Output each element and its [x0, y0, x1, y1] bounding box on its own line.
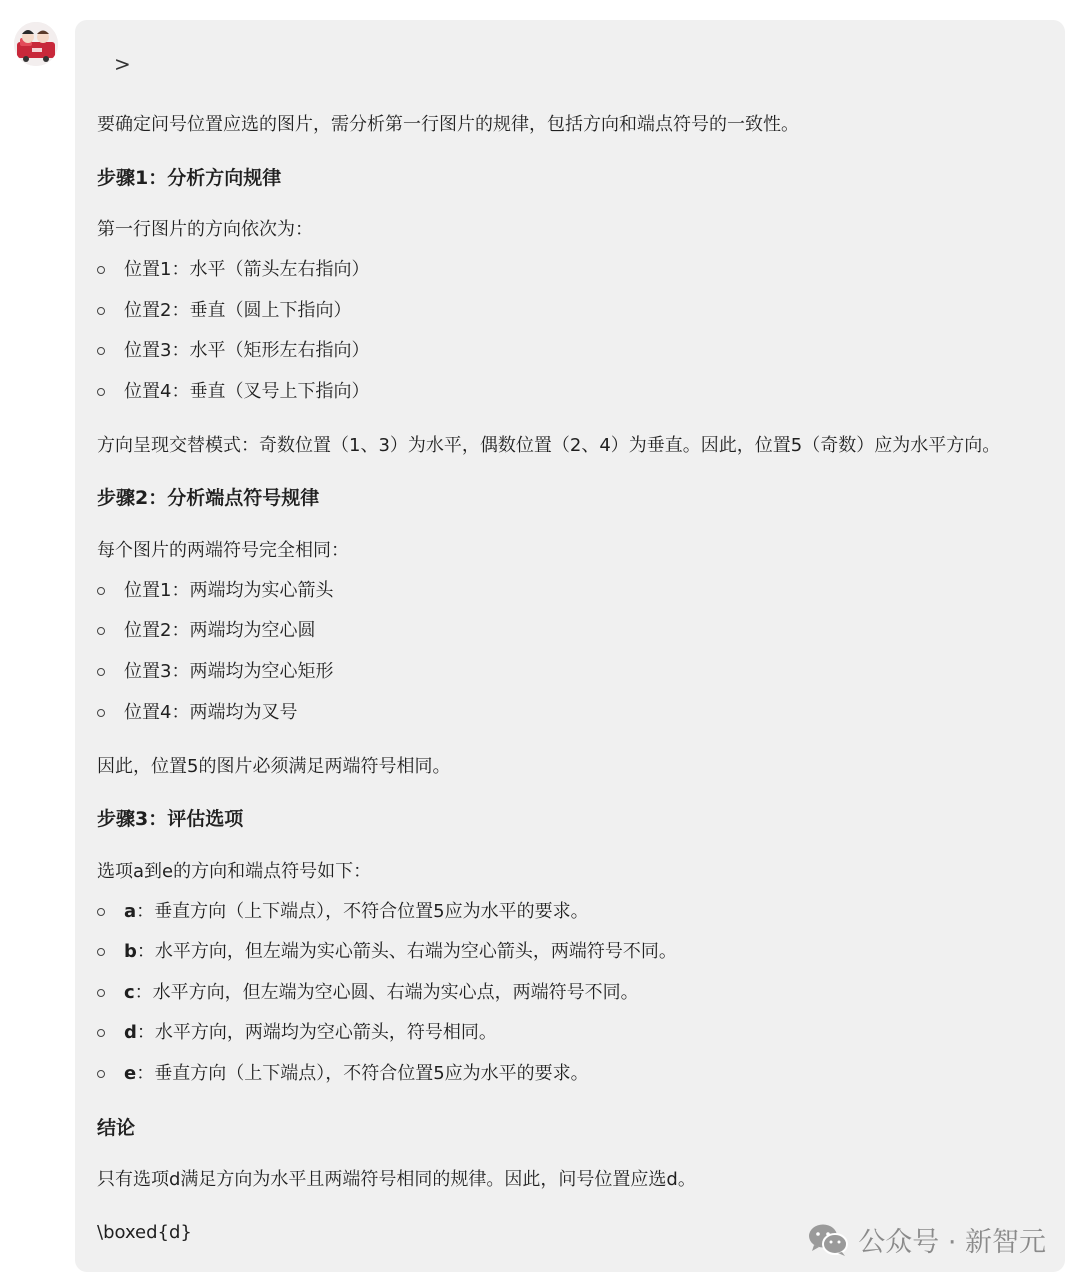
bullet-icon [97, 908, 105, 916]
final-answer: \boxed{d} [97, 1221, 192, 1243]
bullet-icon [97, 948, 105, 956]
list-item: 位置3：两端均为空心矩形 [97, 657, 1052, 687]
option-text: ：水平方向，但左端为空心圆、右端为实心点，两端符号不同。 [134, 981, 639, 1003]
step1-list [97, 255, 1052, 407]
step3-options-list [97, 897, 1052, 1089]
conclusion-text: 只有选项d满足方向为水平且两端符号相同的规律。因此，问号位置应选d。 [97, 1169, 696, 1191]
intro-text: 要确定问号位置应选的图片，需分析第一行图片的规律，包括方向和端点符号的一致性。 [97, 114, 799, 135]
option-key: b [124, 941, 137, 963]
option-item-d [97, 1018, 1052, 1048]
option-text: ：垂直方向（上下端点），不符合位置5应为水平的要求。 [136, 900, 589, 922]
bullet-icon [97, 668, 105, 676]
option-key: c [124, 981, 135, 1003]
bullet-icon [97, 347, 105, 355]
bullet-icon [97, 989, 105, 997]
list-item: 位置1：水平（箭头左右指向） [97, 255, 1052, 285]
step2-lead: 每个图片的两端符号完全相同： [97, 539, 349, 561]
bullet-icon [97, 388, 105, 396]
bullet-icon [97, 1029, 105, 1037]
step2-conclusion: 因此，位置5的图片必须满足两端符号相同。 [97, 755, 451, 777]
list-item: 位置4：垂直（叉号上下指向） [97, 377, 1052, 407]
option-item-a [97, 897, 1052, 927]
option-item-c [97, 978, 1052, 1008]
bullet-icon [97, 1070, 105, 1078]
list-item: 位置3：水平（矩形左右指向） [97, 336, 1052, 366]
list-item: 位置2：两端均为空心圆 [97, 616, 1052, 646]
option-item-e [97, 1059, 1052, 1089]
option-key: d [124, 1022, 137, 1044]
list-item: 位置1：两端均为实心箭头 [97, 576, 1052, 606]
bullet-icon [97, 709, 105, 717]
expand-toggle-chevron-icon[interactable]: > [114, 52, 131, 76]
conclusion-heading: 结论 [97, 1116, 136, 1139]
bullet-icon [97, 627, 105, 635]
option-text: ：垂直方向（上下端点），不符合位置5应为水平的要求。 [136, 1062, 589, 1084]
option-text: ：水平方向，但左端为实心箭头、右端为空心箭头，两端符号不同。 [136, 941, 677, 963]
step1-lead: 第一行图片的方向依次为： [97, 219, 313, 240]
option-item-b [97, 937, 1052, 967]
step3-lead: 选项a到e的方向和端点符号如下： [97, 860, 372, 882]
step2-heading: 步骤2：分析端点符号规律 [97, 487, 320, 510]
step1-conclusion: 方向呈现交替模式：奇数位置（1、3）为水平，偶数位置（2、4）为垂直。因此，位置5（奇数）应为水平方向。 [97, 434, 1001, 456]
step1-heading: 步骤1：分析方向规律 [97, 166, 282, 189]
step3-heading: 步骤3：评估选项 [97, 808, 244, 831]
list-item: 位置4：两端均为叉号 [97, 698, 1052, 728]
option-key: e [124, 1062, 137, 1084]
bullet-icon [97, 307, 105, 315]
watermark-text: 公众号 · 新智元 [858, 1227, 1046, 1258]
message-content [97, 110, 1052, 1248]
watermark [808, 1220, 1046, 1259]
option-text: ：水平方向，两端均为空心箭头，符号相同。 [136, 1022, 497, 1044]
bullet-icon [97, 587, 105, 595]
bullet-icon [97, 266, 105, 274]
list-item: 位置2：垂直（圆上下指向） [97, 296, 1052, 326]
avatar[interactable] [14, 22, 58, 66]
step2-list [97, 576, 1052, 728]
option-key: a [124, 900, 137, 922]
wechat-icon [808, 1223, 848, 1257]
